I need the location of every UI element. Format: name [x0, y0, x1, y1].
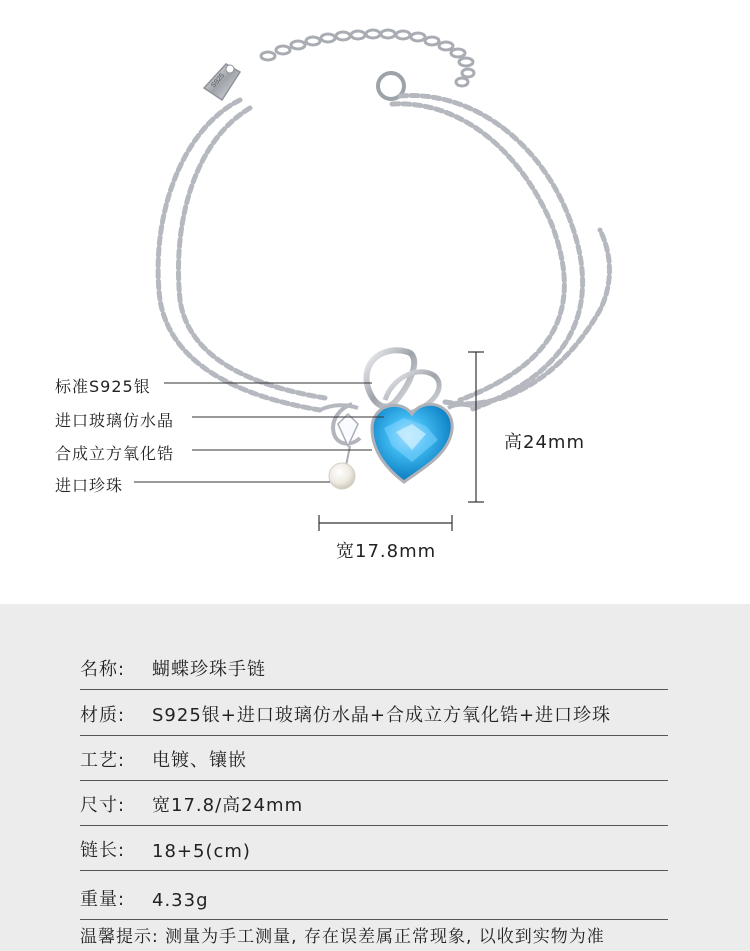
spec-key: 材质: [80, 705, 126, 726]
butterfly-pendant [320, 350, 472, 489]
end-tag [204, 64, 240, 100]
spec-row-material [80, 690, 668, 736]
width-label: 宽17.8mm [336, 541, 437, 562]
spec-key: 名称: [80, 659, 126, 680]
spec-value: 4.33g [152, 890, 209, 911]
spec-value: 18+5(cm) [152, 841, 251, 862]
spec-value: 宽17.8/高24mm [152, 795, 304, 816]
tag-engraving: S925 [210, 72, 227, 90]
main-chain [158, 96, 609, 410]
height-label: 高24mm [504, 432, 585, 453]
measurement-note: 温馨提示: 测量为手工测量, 存在误差属正常现象, 以收到实物为准 [80, 927, 605, 947]
spec-row-size [80, 780, 668, 826]
extension-chain [261, 30, 474, 86]
spec-key: 工艺: [80, 750, 126, 771]
spec-key: 重量: [80, 889, 126, 910]
spec-key: 尺寸: [80, 795, 126, 816]
pearl [329, 463, 355, 489]
callout-silver: 标准S925银 [55, 377, 151, 396]
spec-row-name [80, 644, 668, 690]
spec-panel [0, 604, 750, 951]
width-dimension [319, 515, 452, 531]
callout-pearl: 进口珍珠 [55, 476, 124, 495]
spec-key: 链长: [80, 840, 126, 861]
spec-row-chain-length [80, 825, 668, 871]
spec-value: 电镀、镶嵌 [152, 750, 247, 771]
spec-value: 蝴蝶珍珠手链 [152, 659, 266, 680]
callout-crystal: 进口玻璃仿水晶 [55, 411, 175, 430]
height-dimension [468, 352, 484, 502]
spec-value: S925银+进口玻璃仿水晶+合成立方氧化锆+进口珍珠 [152, 705, 612, 726]
spec-row-weight [80, 874, 668, 920]
spec-row-craft [80, 735, 668, 781]
callout-zircon: 合成立方氧化锆 [55, 444, 175, 463]
